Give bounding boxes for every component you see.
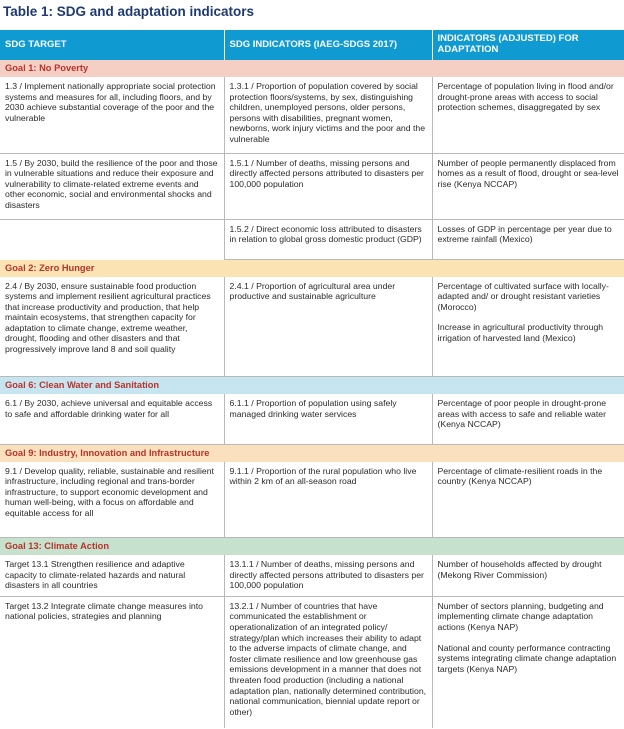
target-cell: 1.3 / Implement nationally appropriate social protection systems and measures for all, including floors, and by 2030 achieve substantial coverage of the poor and the vulnerable <box>0 77 224 153</box>
adapted-indicator: Losses of GDP in percentage per year due to extreme rainfall (Mexico) <box>437 223 612 245</box>
target-cell <box>0 219 224 259</box>
table-header-row <box>0 30 624 60</box>
adapted-indicator: Number of households affected by drought (Mekong River Commission) <box>437 559 602 580</box>
table-row <box>0 77 624 153</box>
adapted-cell <box>432 462 624 538</box>
indicator-cell: 1.5.2 / Direct economic loss attributed to disasters in relation to global gross domestic product (GDP) <box>224 219 432 259</box>
indicator-cell: 1.5.1 / Number of deaths, missing persons and directly affected persons attributed to disasters per 100,000 population <box>224 153 432 219</box>
goal-row-zero-hunger <box>0 259 624 277</box>
goal-title: Goal 9: Industry, Innovation and Infrastructure <box>0 444 624 462</box>
adapted-indicator: Number of sectors planning, budgeting and implementing climate change adaptation actions (Kenya NAP) <box>437 600 604 632</box>
adapted-indicator: Number of people permanently displaced from homes as a result of flood, drought or sea-level rise (Kenya NCCAP) <box>437 157 619 189</box>
adapted-cell <box>432 219 624 259</box>
header-sdg-indicators: SDG INDICATORS (IAEG-SDGS 2017) <box>224 30 432 60</box>
adapted-indicator: Percentage of population living in flood and/or drought-prone areas with access to social protection schemes, disaggregated by sex <box>437 81 614 113</box>
goal-title: Goal 1: No Poverty <box>0 60 624 77</box>
adapted-indicator: National and county performance contracting systems integrating climate change adaptation targets (Kenya NAP) <box>437 642 617 674</box>
table-row <box>0 219 624 259</box>
adapted-cell <box>432 77 624 153</box>
sdg-indicators-table <box>0 30 624 728</box>
table-row <box>0 555 624 596</box>
goal-row-clean-water <box>0 377 624 395</box>
table-row <box>0 153 624 219</box>
adapted-indicator: Increase in agricultural productivity through irrigation of harvested land (Mexico) <box>437 322 604 343</box>
adapted-cell <box>432 596 624 728</box>
goal-title: Goal 2: Zero Hunger <box>0 259 624 277</box>
adapted-cell <box>432 153 624 219</box>
indicator-cell: 13.2.1 / Number of countries that have communicated the establishment or operationalization of an integrated policy/ strategy/plan which increases their ability to adapt to the adverse impacts of climate change, and foster climate resilience and low greenhouse gas emissions development in a manner that does not threaten food production (including a national adaptation plan, nationally determined contribution, national communication, biennial update report or other) <box>224 596 432 728</box>
goal-title: Goal 6: Clean Water and Sanitation <box>0 377 624 395</box>
table-row <box>0 394 624 444</box>
table-row <box>0 462 624 538</box>
adapted-indicator: Percentage of poor people in drought-prone areas with access to safe and reliable water (Kenya NCCAP) <box>437 398 607 430</box>
adapted-cell <box>432 555 624 596</box>
target-cell: 9.1 / Develop quality, reliable, sustainable and resilient infrastructure, including regional and trans-border infrastructure, to support economic development and human well-being, with a focus on affordable and equitable access for all <box>0 462 224 538</box>
table-row <box>0 277 624 377</box>
adapted-indicator: Percentage of cultivated surface with locally-adapted and/ or drought resistant varieties (Morocco) <box>437 280 609 312</box>
indicator-cell: 6.1.1 / Proportion of population using safely managed drinking water services <box>224 394 432 444</box>
target-cell: 2.4 / By 2030, ensure sustainable food production systems and implement resilient agricultural practices that increase productivity and production, that help maintain ecosystems, that strengthen capacity for adaptation to climate change, extreme weather, drought, flooding and other disasters and that progressively improve land 8 and soil quality <box>0 277 224 377</box>
target-cell: 6.1 / By 2030, achieve universal and equitable access to safe and affordable drinking water for all <box>0 394 224 444</box>
header-adjusted-indicators: INDICATORS (ADJUSTED) FOR ADAPTATION <box>432 30 624 60</box>
goal-row-no-poverty <box>0 60 624 77</box>
indicator-cell: 1.3.1 / Proportion of population covered by social protection floors/systems, by sex, distinguishing children, unemployed persons, older persons, persons with disabilities, pregnant women, newborns, work injury victims and the poor and the vulnerable <box>224 77 432 153</box>
indicator-cell: 2.4.1 / Proportion of agricultural area under productive and sustainable agriculture <box>224 277 432 377</box>
goal-row-climate-action <box>0 538 624 556</box>
target-cell: 1.5 / By 2030, build the resilience of the poor and those in vulnerable situations and reduce their exposure and vulnerability to climate-related extreme events and other economic, social and environmental shocks and disasters <box>0 153 224 219</box>
header-sdg-target: SDG TARGET <box>0 30 224 60</box>
indicator-cell: 9.1.1 / Proportion of the rural population who live within 2 km of an all-season road <box>224 462 432 538</box>
table-row <box>0 596 624 728</box>
indicator-cell: 13.1.1 / Number of deaths, missing persons and directly affected persons attributed to disasters per 100,000 population <box>224 555 432 596</box>
goal-row-industry <box>0 444 624 462</box>
adapted-cell <box>432 277 624 377</box>
target-cell: Target 13.2 Integrate climate change measures into national policies, strategies and planning <box>5 600 203 622</box>
adapted-cell <box>432 394 624 444</box>
adapted-indicator: Percentage of climate-resilient roads in the country (Kenya NCCAP) <box>437 465 603 487</box>
goal-title: Goal 13: Climate Action <box>0 538 624 556</box>
table-title: Table 1: SDG and adaptation indicators <box>3 4 255 19</box>
target-cell: Target 13.1 Strengthen resilience and adaptive capacity to climate-related hazards and natural disasters in all countries <box>0 555 224 596</box>
